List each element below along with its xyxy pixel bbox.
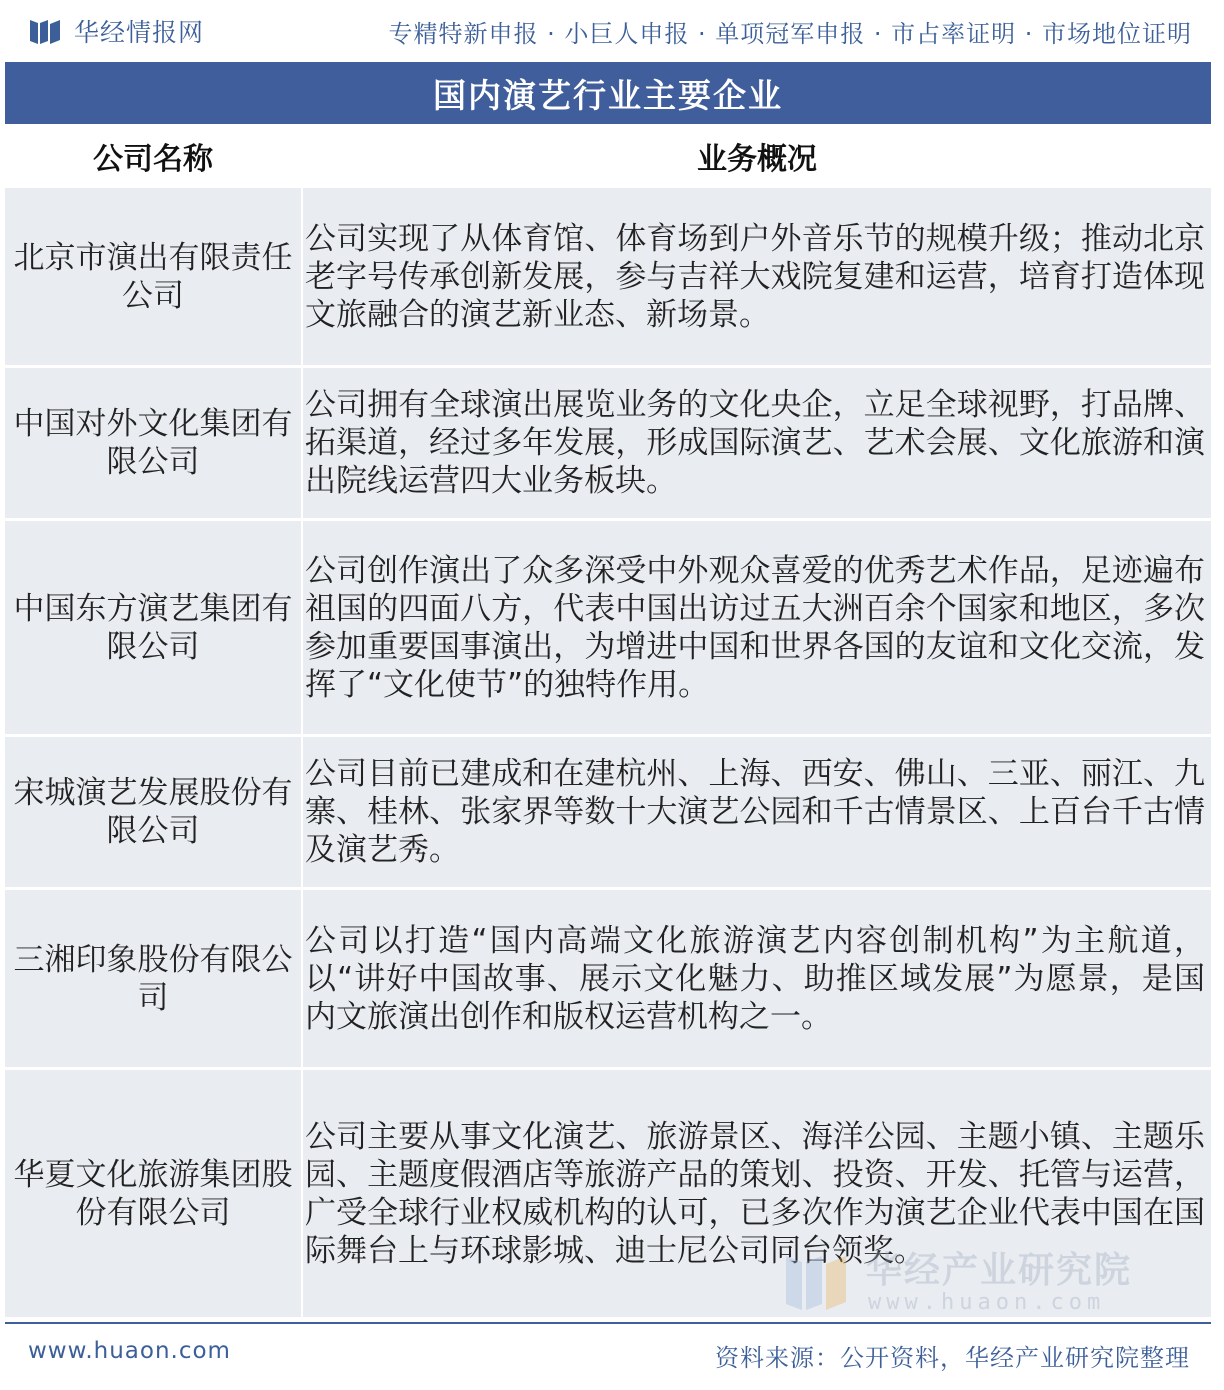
table-row — [5, 368, 1211, 521]
brand[interactable] — [30, 13, 204, 49]
business-description-cell — [303, 1070, 1211, 1317]
business-description: 公司实现了从体育馆、体育场到户外音乐节的规模升级；推动北京老字号传承创新发展，参与吉祥大戏院复建和运营，培育打造体现文旅融合的演艺新业态、新场景。 — [305, 220, 1205, 333]
table-row — [5, 188, 1211, 368]
company-table — [5, 188, 1211, 1320]
page-title: 国内演艺行业主要企业 — [5, 62, 1211, 124]
watermark-name: 华经产业研究院 — [866, 1250, 1133, 1291]
huajing-logo-icon — [30, 18, 60, 44]
business-description-cell — [303, 890, 1211, 1067]
business-description: 公司以打造“国内高端文化旅游演艺内容创制机构”为主航道，以“讲好中国故事、展示文化魅力、助推区域发展”为愿景，是国内文旅演出创作和版权运营机构之一。 — [305, 922, 1205, 1035]
column-header-business: 业务概况 — [697, 142, 817, 177]
business-description: 公司目前已建成和在建杭州、上海、西安、佛山、三亚、丽江、九寨、桂林、张家界等数十大演艺公园和千古情景区、上百台千古情及演艺秀。 — [305, 756, 1205, 868]
business-description-cell — [303, 521, 1211, 734]
business-description: 公司主要从事文化演艺、旅游景区、海洋公园、主题小镇、主题乐园、主题度假酒店等旅游产品的策划、投资、开发、托管与运营，广受全球行业权威机构的认可，已多次作为演艺企业代表中国在国际舞台上与环球影城、迪士尼公司同台领奖。 — [305, 1118, 1205, 1269]
top-bar — [0, 0, 1224, 62]
company-name: 华夏文化旅游集团股份有限公司 — [13, 1156, 293, 1231]
business-description: 公司拥有全球演出展览业务的文化央企，立足全球视野，打品牌、拓渠道，经过多年发展，形成国际演艺、艺术会展、文化旅游和演出院线运营四大业务板块。 — [305, 387, 1205, 499]
business-description-cell — [303, 368, 1211, 518]
company-name-cell — [5, 188, 301, 365]
company-name: 宋城演艺发展股份有限公司 — [13, 775, 293, 849]
table-header — [5, 124, 1211, 188]
table-row — [5, 890, 1211, 1070]
services-banner[interactable]: 专精特新申报 · 小巨人申报 · 单项冠军申报 · 市占率证明 · 市场地位证明 — [388, 19, 1192, 48]
company-name-cell — [5, 890, 301, 1067]
watermark-url: www.huaon.com — [868, 1290, 1106, 1315]
table-row — [5, 737, 1211, 890]
company-name-cell — [5, 368, 301, 518]
data-source: 资料来源：公开资料，华经产业研究院整理 — [715, 1344, 1190, 1372]
company-name: 中国对外文化集团有限公司 — [13, 406, 293, 480]
business-description-cell — [303, 737, 1211, 887]
table-row — [5, 521, 1211, 737]
column-header-company: 公司名称 — [93, 142, 213, 177]
business-description: 公司创作演出了众多深受中外观众喜爱的优秀艺术作品，足迹遍布祖国的四面八方，代表中国出访过五大洲百余个国家和地区，多次参加重要国事演出，为增进中国和世界各国的友谊和文化交流，发挥了“文化使节”的独特作用。 — [305, 552, 1205, 703]
business-description-cell — [303, 188, 1211, 365]
company-name: 中国东方演艺集团有限公司 — [13, 590, 293, 665]
company-name-cell — [5, 1070, 301, 1317]
footer — [0, 1322, 1224, 1390]
footer-divider — [5, 1322, 1211, 1324]
website-link[interactable]: www.huaon.com — [28, 1338, 231, 1364]
table-row — [5, 1070, 1211, 1320]
company-name: 三湘印象股份有限公司 — [13, 941, 293, 1016]
brand-name: 华经情报网 — [74, 18, 205, 47]
company-name-cell — [5, 737, 301, 887]
company-name: 北京市演出有限责任公司 — [13, 239, 293, 314]
company-name-cell — [5, 521, 301, 734]
